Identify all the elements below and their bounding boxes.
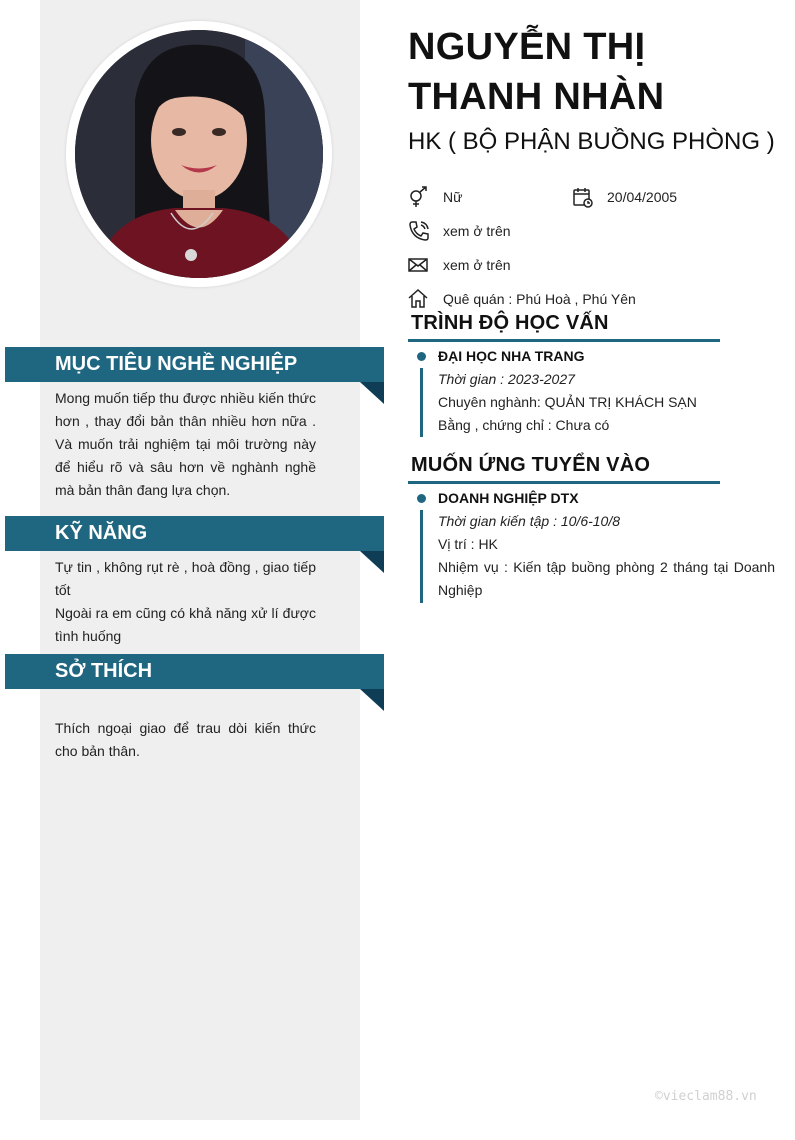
calendar-icon (572, 186, 594, 208)
objective-paragraph: Mong muốn tiếp thu được nhiều kiến thức hơn , thay đổi bản thân nhiều hơn nữa . Và muốn trải nghiệm tại môi trường này để hiểu rõ và sâu hơn về nghành nghề mà bản thân đang lựa chọn. (55, 390, 316, 498)
apply-time: Thời gian kiến tập : 10/6-10/8 (438, 513, 621, 529)
company-name: DOANH NGHIỆP DTX (438, 490, 579, 506)
education-timeline (420, 368, 423, 437)
skills-line: Tự tin , không rụt rè , hoà đồng , giao tiếp tốt (55, 559, 316, 598)
objective-text (55, 387, 316, 502)
job-position: HK ( BỘ PHẬN BUỒNG PHÒNG ) (408, 128, 775, 155)
phone-icon (408, 220, 430, 242)
education-bullet (417, 352, 426, 361)
info-gender (408, 186, 462, 208)
info-address (408, 288, 636, 310)
phone-value: xem ở trên (443, 223, 511, 239)
birthday-value: 20/04/2005 (607, 189, 678, 205)
hobbies-header: SỞ THÍCH (5, 654, 384, 689)
apply-duty: Nhiệm vụ : Kiến tập buồng phòng 2 tháng tại Doanh Nghiệp (438, 559, 775, 598)
hobbies-fold (360, 689, 384, 711)
gender-icon (408, 186, 430, 208)
info-email (408, 254, 511, 276)
education-time: Thời gian : 2023-2027 (438, 371, 575, 387)
info-phone (408, 220, 511, 242)
school-name: ĐẠI HỌC NHA TRANG (438, 348, 585, 364)
name-line: THANH NHÀN (408, 76, 665, 118)
education-title: TRÌNH ĐỘ HỌC VẤN (411, 312, 609, 334)
apply-entry (438, 487, 775, 602)
apply-timeline (420, 510, 423, 603)
hobbies-text (55, 717, 316, 763)
skills-header: KỸ NĂNG (5, 516, 384, 551)
apply-bullet (417, 494, 426, 503)
watermark: ©vieclam88.vn (655, 1089, 757, 1104)
education-entry (438, 345, 775, 437)
hobbies-paragraph: Thích ngoại giao để trau dòi kiến thức cho bản thân. (55, 720, 316, 759)
info-birthday (572, 186, 677, 208)
candidate-name (408, 22, 788, 122)
apply-underline (408, 481, 720, 484)
education-underline (408, 339, 720, 342)
objective-fold (360, 382, 384, 404)
apply-role: Vị trí : HK (438, 536, 498, 552)
avatar (75, 30, 323, 278)
education-major: Chuyên nghành: QUẢN TRỊ KHÁCH SẠN (438, 394, 697, 410)
mail-icon (408, 254, 430, 276)
skills-text (55, 556, 316, 648)
name-line: NGUYỄN THỊ (408, 26, 646, 68)
home-icon (408, 288, 430, 310)
email-value: xem ở trên (443, 257, 511, 273)
objective-header: MỤC TIÊU NGHỀ NGHIỆP (5, 347, 384, 382)
skills-line: Ngoài ra em cũng có khả năng xử lí được tình huống (55, 605, 316, 644)
skills-fold (360, 551, 384, 573)
education-degree: Bằng , chứng chỉ : Chưa có (438, 417, 610, 433)
address-value: Quê quán : Phú Hoà , Phú Yên (443, 291, 636, 307)
apply-title: MUỐN ỨNG TUYỂN VÀO (411, 454, 651, 476)
gender-value: Nữ (443, 189, 463, 205)
